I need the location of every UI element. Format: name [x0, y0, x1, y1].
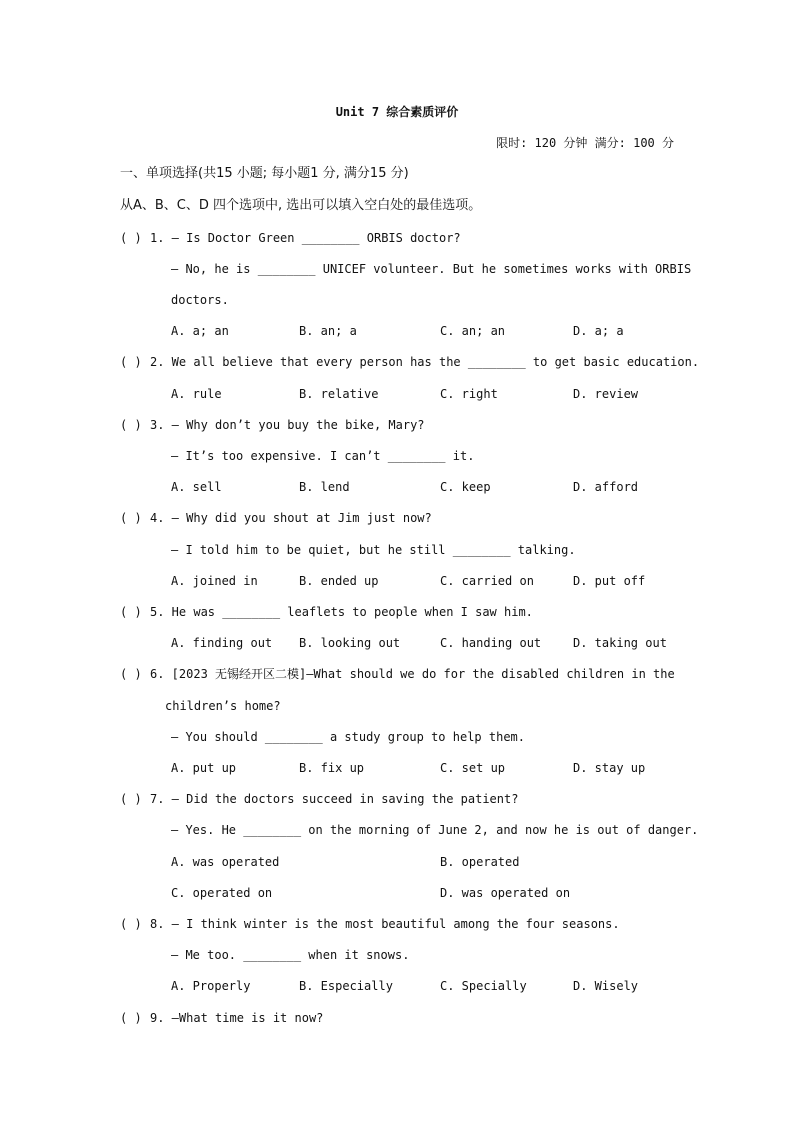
option-b: B. an; a — [299, 324, 357, 338]
answer-blank[interactable]: ( ) — [120, 511, 142, 525]
option-a: A. rule — [171, 387, 222, 401]
option-a: A. sell — [171, 480, 222, 494]
option-c: C. right — [440, 387, 498, 401]
question-reply: — It’s too expensive. I can’t ________ it. — [171, 449, 475, 463]
option-c: C. an; an — [440, 324, 506, 338]
question-7 — [120, 791, 518, 807]
question-stem: 4. — Why did you shout at Jim just now? — [150, 511, 432, 525]
option-d: D. Wisely — [573, 979, 639, 993]
question-stem: 3. — Why don’t you buy the bike, Mary? — [150, 418, 425, 432]
option-d: D. was operated on — [440, 886, 571, 900]
question-9 — [120, 1010, 323, 1026]
question-reply: — No, he is ________ UNICEF volunteer. But he sometimes works with ORBIS — [171, 262, 692, 276]
answer-blank[interactable]: ( ) — [120, 917, 142, 931]
question-1 — [120, 230, 461, 246]
option-b: B. operated — [440, 855, 520, 869]
option-d: D. put off — [573, 574, 646, 588]
question-6 — [120, 666, 675, 682]
question-5 — [120, 604, 533, 620]
option-c: C. keep — [440, 480, 491, 494]
time-limit-info: 限时: 120 分钟 满分: 100 分 — [496, 136, 674, 150]
question-reply: — I told him to be quiet, but he still ________ talking. — [171, 543, 576, 557]
question-stem: 8. — I think winter is the most beautiful among the four seasons. — [150, 917, 620, 931]
question-stem: 5. He was ________ leaflets to people when I saw him. — [150, 605, 533, 619]
question-stem: 1. — Is Doctor Green ________ ORBIS doctor? — [150, 231, 461, 245]
option-a: A. a; an — [171, 324, 229, 338]
option-a: A. put up — [171, 761, 237, 775]
option-d: D. afford — [573, 480, 639, 494]
question-stem: 2. We all believe that every person has the ________ to get basic education. — [150, 355, 700, 369]
option-b: B. lend — [299, 480, 350, 494]
question-3 — [120, 417, 425, 433]
option-a: A. finding out — [171, 636, 273, 650]
question-reply: — Yes. He ________ on the morning of June 2, and now he is out of danger. — [171, 823, 699, 837]
option-a: A. was operated — [171, 855, 280, 869]
question-reply-cont: doctors. — [171, 293, 229, 307]
answer-blank[interactable]: ( ) — [120, 792, 142, 806]
question-reply: — Me too. ________ when it snows. — [171, 948, 410, 962]
question-stem: 6. [2023 无锡经开区二模]—What should we do for the disabled children in the — [150, 667, 675, 681]
option-a: A. Properly — [171, 979, 251, 993]
option-a: A. joined in — [171, 574, 258, 588]
question-4 — [120, 510, 432, 526]
answer-blank[interactable]: ( ) — [120, 1011, 142, 1025]
answer-blank[interactable]: ( ) — [120, 605, 142, 619]
option-c: C. handing out — [440, 636, 542, 650]
option-c: C. operated on — [171, 886, 273, 900]
question-reply: — You should ________ a study group to help them. — [171, 730, 526, 744]
option-b: B. Especially — [299, 979, 393, 993]
page-title: Unit 7 综合素质评价 — [335, 105, 459, 119]
option-c: C. Specially — [440, 979, 527, 993]
question-2 — [120, 354, 699, 370]
answer-blank[interactable]: ( ) — [120, 667, 142, 681]
question-stem-cont: children’s home? — [165, 699, 281, 713]
answer-blank[interactable]: ( ) — [120, 231, 142, 245]
option-d: D. a; a — [573, 324, 624, 338]
option-b: B. ended up — [299, 574, 379, 588]
question-8 — [120, 916, 620, 932]
question-stem: 9. —What time is it now? — [150, 1011, 324, 1025]
option-d: D. stay up — [573, 761, 646, 775]
option-b: B. fix up — [299, 761, 365, 775]
section-instruction: 从A、B、C、D 四个选项中, 选出可以填入空白处的最佳选项。 — [120, 198, 482, 213]
option-c: C. set up — [440, 761, 506, 775]
question-stem: 7. — Did the doctors succeed in saving the patient? — [150, 792, 519, 806]
option-b: B. looking out — [299, 636, 401, 650]
option-b: B. relative — [299, 387, 379, 401]
option-c: C. carried on — [440, 574, 534, 588]
answer-blank[interactable]: ( ) — [120, 355, 142, 369]
option-d: D. taking out — [573, 636, 667, 650]
answer-blank[interactable]: ( ) — [120, 418, 142, 432]
option-d: D. review — [573, 387, 639, 401]
section-heading: 一、单项选择(共15 小题; 每小题1 分, 满分15 分) — [120, 166, 409, 181]
